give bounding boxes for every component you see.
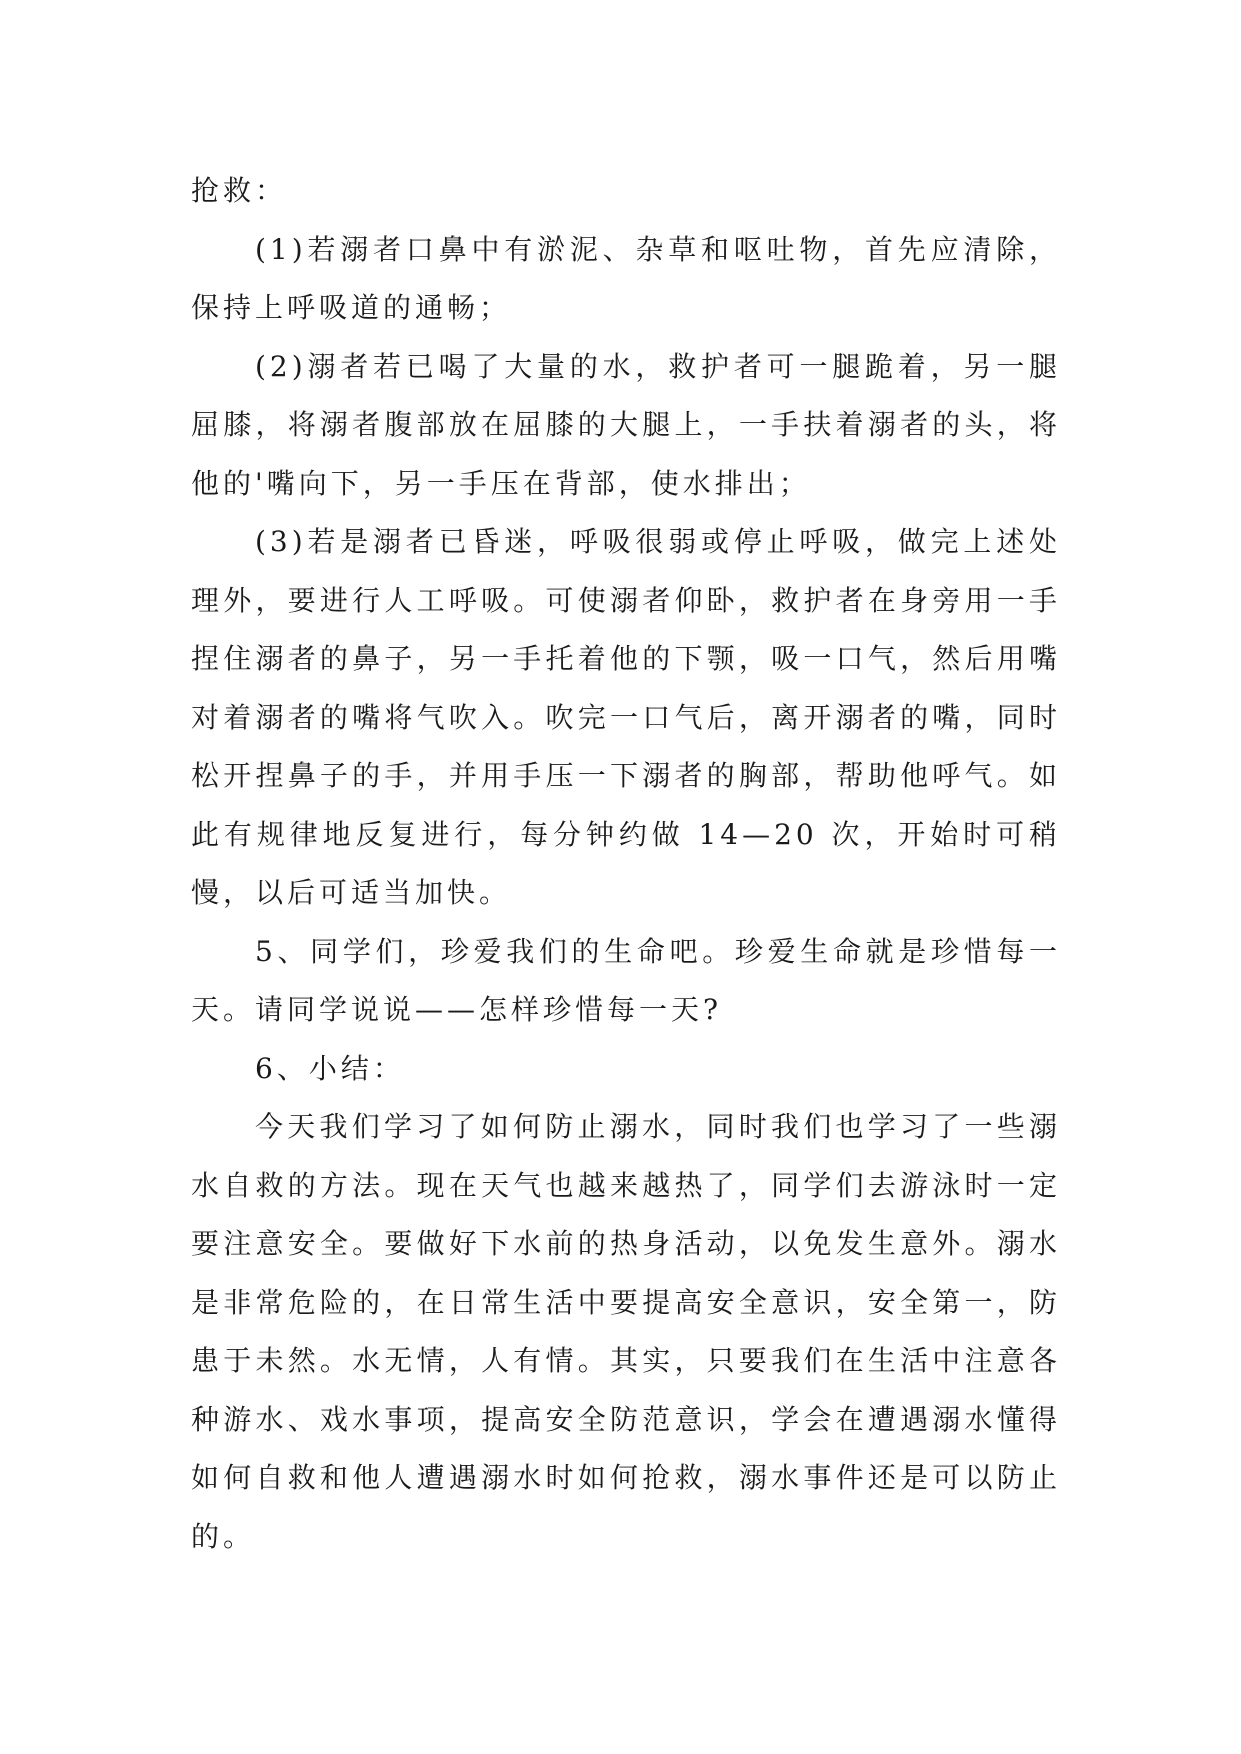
paragraph-item-5: 5、同学们，珍爱我们的生命吧。珍爱生命就是珍惜每一天。请同学说说——怎样珍惜每一天? bbox=[191, 934, 1061, 1026]
paragraph-item-6: 6、小结： bbox=[255, 1051, 405, 1085]
paragraph-step-3: (3)若是溺者已昏迷，呼吸很弱或停止呼吸，做完上述处理外，要进行人工呼吸。可使溺者仰卧，救护者在身旁用一手捏住溺者的鼻子，另一手托着他的下颚，吸一口气，然后用嘴对着溺者的嘴将气吹入。吹完一口气后，离开溺者的嘴，同时松开捏鼻子的手，并用手压一下溺者的胸部，帮助他呼气。如此有规律地反复进行，每分钟约做 14—20 次，开始时可稍慢，以后可适当加快。 bbox=[191, 525, 1061, 909]
paragraph-summary: 今天我们学习了如何防止溺水，同时我们也学习了一些溺水自救的方法。现在天气也越来越热了，同学们去游泳时一定要注意安全。要做好下水前的热身活动，以免发生意外。溺水是非常危险的，在日常生活中要提高安全意识，安全第一，防患于未然。水无情，人有情。其实，只要我们在生活中注意各种游水、戏水事项，提高安全防范意识，学会在遭遇溺水懂得如何自救和他人遭遇溺水时如何抢救，溺水事件还是可以防止的。 bbox=[191, 1110, 1061, 1553]
paragraph-step-2: (2)溺者若已喝了大量的水，救护者可一腿跪着，另一腿屈膝，将溺者腹部放在屈膝的大腿上，一手扶着溺者的头，将他的'嘴向下，另一手压在背部，使水排出； bbox=[191, 349, 1061, 500]
paragraph-step-1: (1)若溺者口鼻中有淤泥、杂草和呕吐物，首先应清除，保持上呼吸道的通畅； bbox=[191, 232, 1061, 324]
document-body bbox=[191, 162, 1061, 1566]
paragraph-rescue-heading: 抢救： bbox=[191, 174, 288, 207]
